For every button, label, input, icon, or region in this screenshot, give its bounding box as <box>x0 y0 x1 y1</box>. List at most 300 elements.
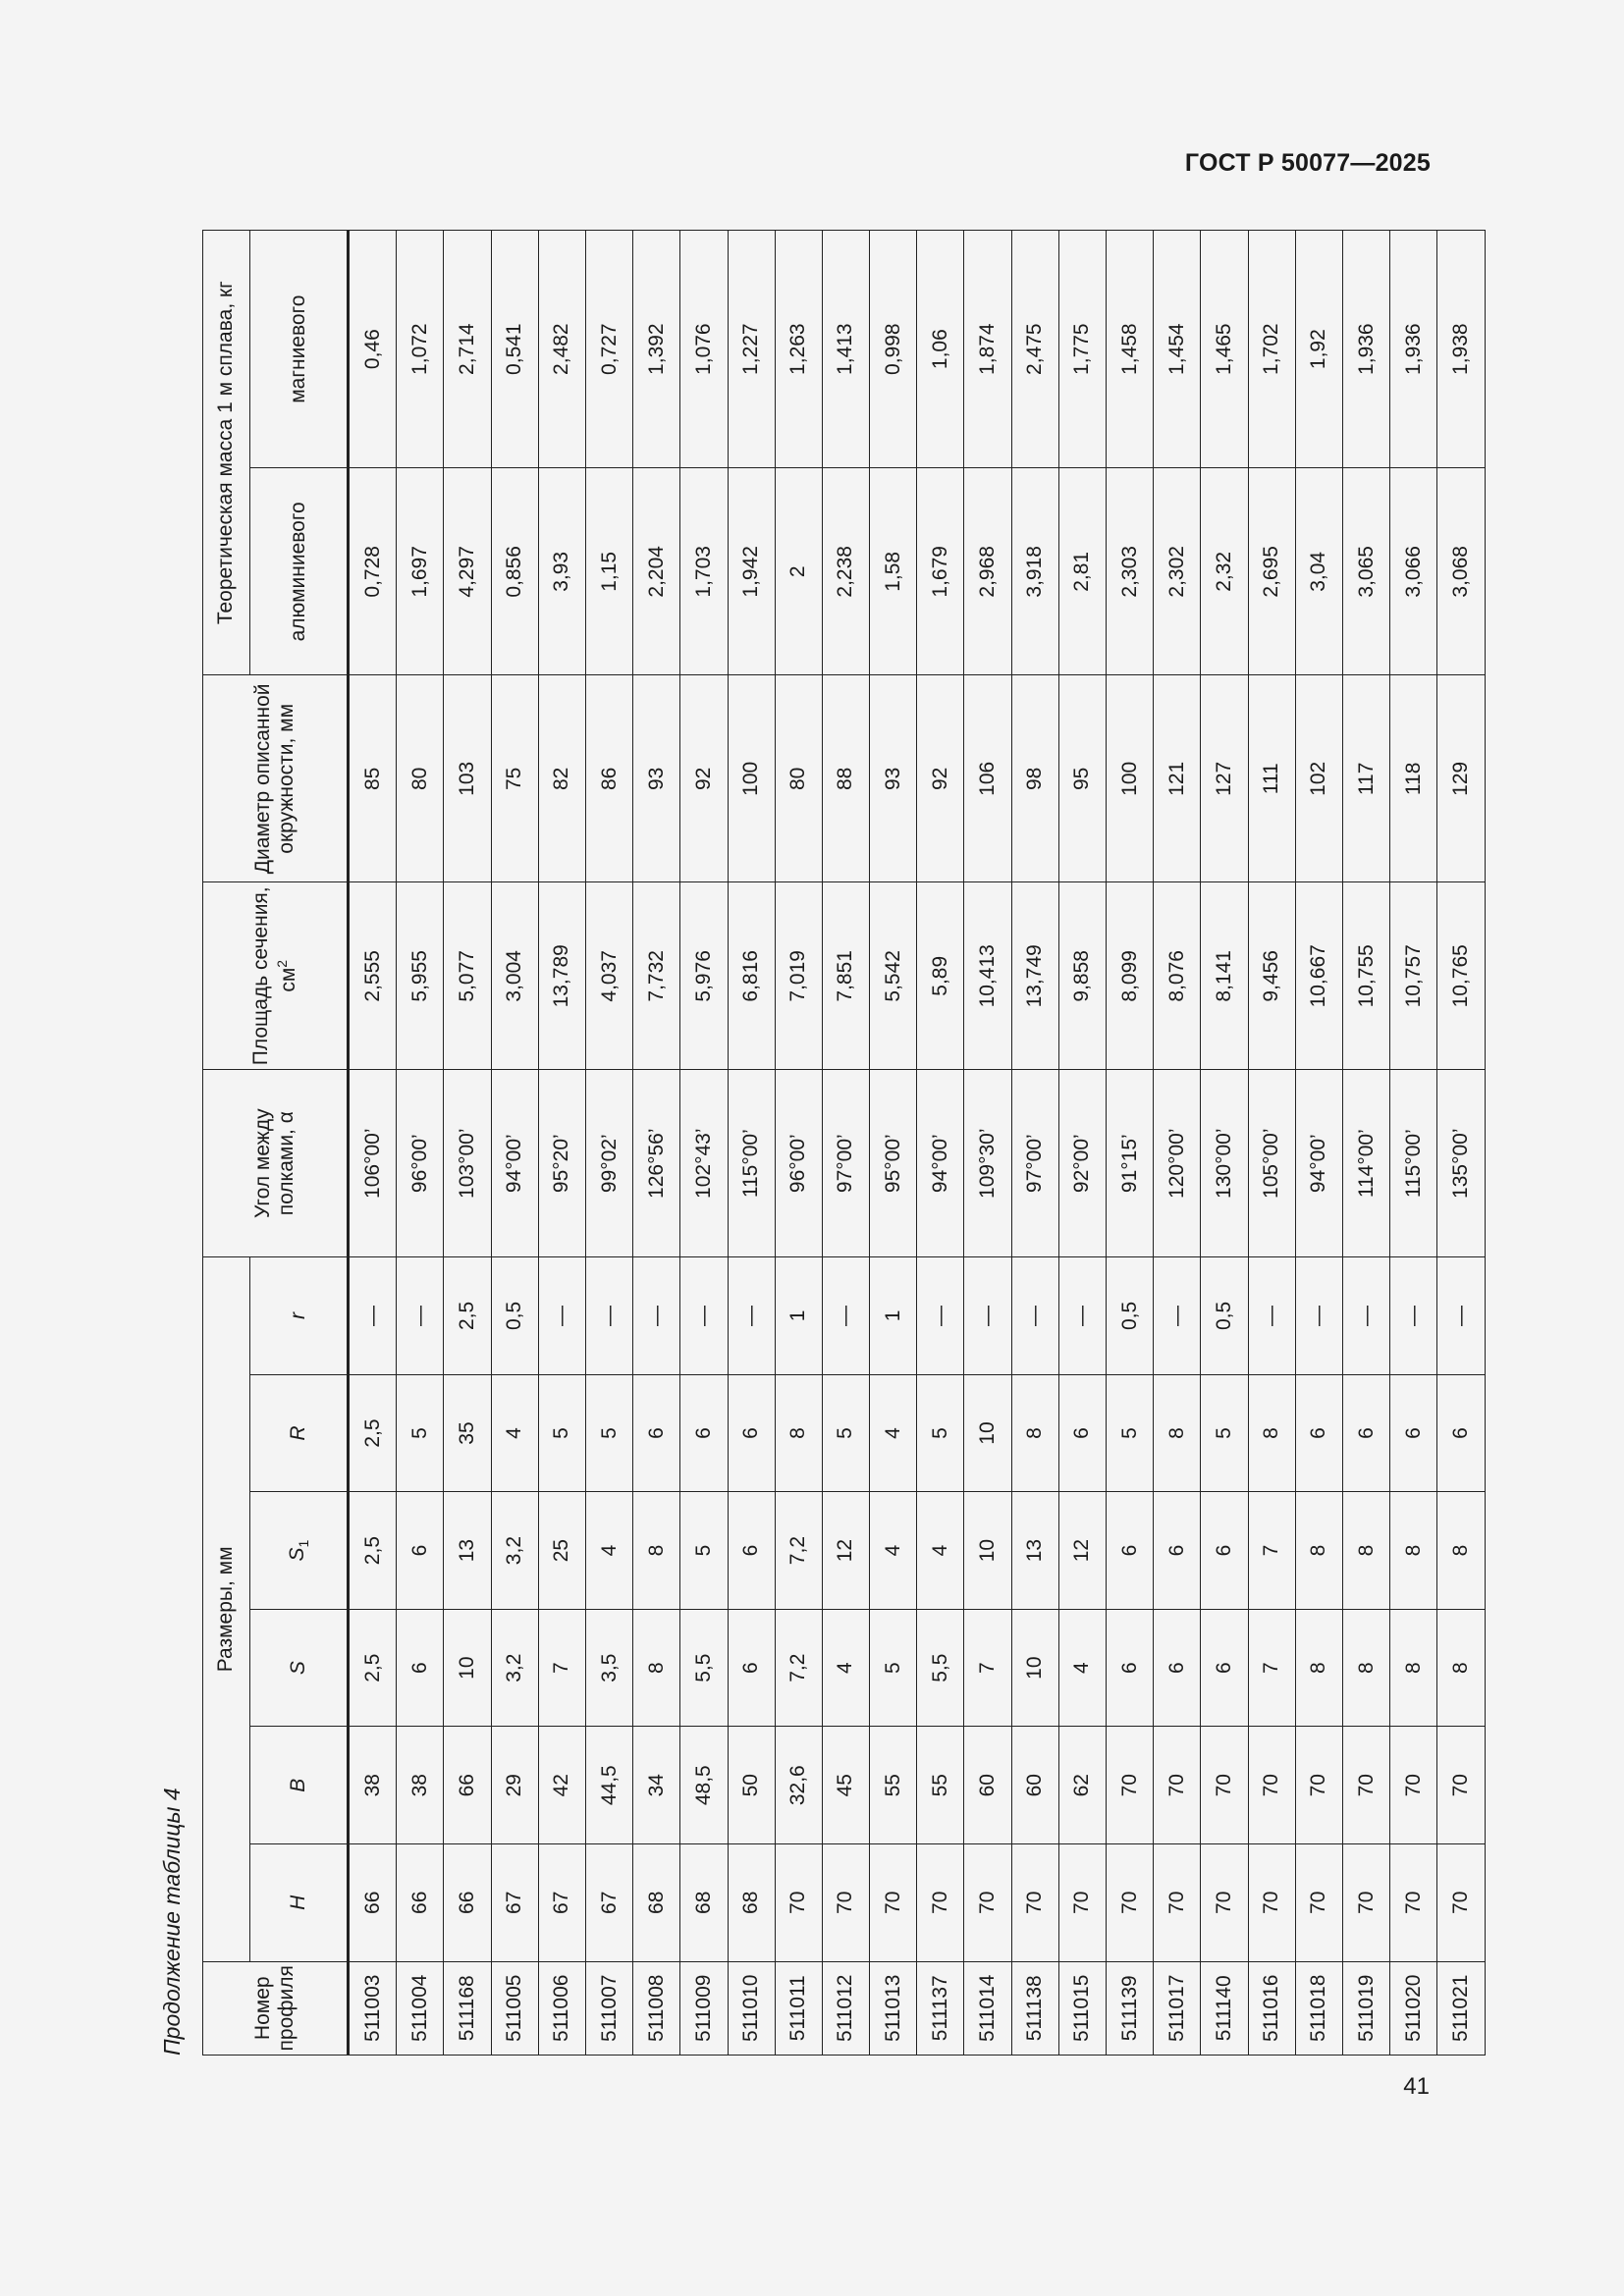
cell-S: 2,5 <box>349 1609 397 1727</box>
cell-aluminum: 2,81 <box>1058 468 1106 675</box>
cell-aluminum: 2,695 <box>1248 468 1295 675</box>
cell-r: 1 <box>775 1257 822 1375</box>
cell-H: 70 <box>1342 1843 1389 1961</box>
cell-H: 70 <box>1201 1843 1248 1961</box>
cell-profile: 511016 <box>1248 1961 1295 2055</box>
cell-H: 68 <box>728 1843 775 1961</box>
cell-profile: 511017 <box>1154 1961 1201 2055</box>
cell-B: 60 <box>964 1727 1011 1844</box>
cell-profile: 511010 <box>728 1961 775 2055</box>
cell-H: 66 <box>349 1843 397 1961</box>
cell-S1: 12 <box>1058 1492 1106 1610</box>
cell-diameter: 88 <box>822 675 869 882</box>
cell-B: 34 <box>633 1727 680 1844</box>
table-row <box>1107 231 1154 2056</box>
cell-angle: 94°00’ <box>917 1070 964 1257</box>
cell-S1: 8 <box>1295 1492 1342 1610</box>
cell-magnesium: 1,936 <box>1342 231 1389 468</box>
table-row <box>1437 231 1485 2056</box>
cell-S: 6 <box>397 1609 444 1727</box>
table-row <box>538 231 585 2056</box>
cell-angle: 126°56’ <box>633 1070 680 1257</box>
header-magnesium: магниевого <box>250 231 349 468</box>
cell-area: 10,765 <box>1437 882 1485 1070</box>
cell-aluminum: 2,302 <box>1154 468 1201 675</box>
cell-r: 0,5 <box>1201 1257 1248 1375</box>
profile-table-body <box>202 230 1486 2056</box>
cell-B: 62 <box>1058 1727 1106 1844</box>
cell-diameter: 85 <box>349 675 397 882</box>
cell-aluminum: 3,04 <box>1295 468 1342 675</box>
cell-B: 70 <box>1295 1727 1342 1844</box>
cell-area: 13,749 <box>1011 882 1058 1070</box>
header-angle-cell <box>203 1070 349 1257</box>
cell-profile: 511168 <box>444 1961 491 2055</box>
cell-area: 4,037 <box>585 882 632 1070</box>
cell-diameter: 95 <box>1058 675 1106 882</box>
cell-H: 68 <box>633 1843 680 1961</box>
cell-magnesium: 1,874 <box>964 231 1011 468</box>
cell-r: 1 <box>870 1257 917 1375</box>
cell-aluminum: 3,065 <box>1342 468 1389 675</box>
cell-R: 6 <box>633 1374 680 1492</box>
cell-R: 5 <box>917 1374 964 1492</box>
table-row <box>397 231 444 2056</box>
header-mass-label: Теоретическая масса 1 м сплава, кг <box>214 281 238 625</box>
cell-H: 70 <box>775 1843 822 1961</box>
cell-aluminum: 1,15 <box>585 468 632 675</box>
cell-S: 6 <box>728 1609 775 1727</box>
header-S1 <box>250 1492 349 1610</box>
cell-aluminum: 2,303 <box>1107 468 1154 675</box>
cell-r: — <box>1248 1257 1295 1375</box>
cell-R: 6 <box>1295 1374 1342 1492</box>
cell-R: 35 <box>444 1374 491 1492</box>
cell-area: 5,955 <box>397 882 444 1070</box>
cell-S1: 12 <box>822 1492 869 1610</box>
cell-aluminum: 1,679 <box>917 468 964 675</box>
cell-r: — <box>538 1257 585 1375</box>
cell-magnesium: 1,775 <box>1058 231 1106 468</box>
cell-diameter: 111 <box>1248 675 1295 882</box>
cell-aluminum: 3,93 <box>538 468 585 675</box>
cell-R: 8 <box>1248 1374 1295 1492</box>
cell-r: — <box>1342 1257 1389 1375</box>
cell-S1: 6 <box>397 1492 444 1610</box>
cell-angle: 106°00’ <box>349 1070 397 1257</box>
cell-magnesium: 2,475 <box>1011 231 1058 468</box>
cell-angle: 135°00’ <box>1437 1070 1485 1257</box>
cell-S1: 6 <box>728 1492 775 1610</box>
cell-r: — <box>728 1257 775 1375</box>
cell-S: 4 <box>822 1609 869 1727</box>
cell-area: 5,976 <box>680 882 728 1070</box>
cell-r: — <box>397 1257 444 1375</box>
cell-B: 70 <box>1437 1727 1485 1844</box>
cell-S: 3,5 <box>585 1609 632 1727</box>
cell-magnesium: 1,454 <box>1154 231 1201 468</box>
cell-magnesium: 1,938 <box>1437 231 1485 468</box>
cell-magnesium: 0,541 <box>491 231 538 468</box>
cell-H: 67 <box>585 1843 632 1961</box>
cell-aluminum: 1,697 <box>397 468 444 675</box>
cell-aluminum: 2,204 <box>633 468 680 675</box>
cell-angle: 97°00’ <box>1011 1070 1058 1257</box>
cell-S: 6 <box>1154 1609 1201 1727</box>
cell-aluminum: 0,728 <box>349 468 397 675</box>
cell-area: 3,004 <box>491 882 538 1070</box>
cell-R: 4 <box>870 1374 917 1492</box>
cell-magnesium: 1,92 <box>1295 231 1342 468</box>
cell-H: 67 <box>538 1843 585 1961</box>
cell-r: 2,5 <box>444 1257 491 1375</box>
header-H: H <box>250 1843 349 1961</box>
cell-H: 68 <box>680 1843 728 1961</box>
cell-S1: 13 <box>1011 1492 1058 1610</box>
cell-R: 5 <box>397 1374 444 1492</box>
cell-B: 70 <box>1248 1727 1295 1844</box>
cell-R: 5 <box>538 1374 585 1492</box>
cell-R: 6 <box>1058 1374 1106 1492</box>
cell-S: 8 <box>1342 1609 1389 1727</box>
cell-aluminum: 1,942 <box>728 468 775 675</box>
cell-profile: 511018 <box>1295 1961 1342 2055</box>
cell-profile: 511020 <box>1390 1961 1437 2055</box>
cell-H: 67 <box>491 1843 538 1961</box>
cell-r: — <box>680 1257 728 1375</box>
header-area-label: Площадь сечения, см <box>249 886 299 1066</box>
cell-S1: 4 <box>585 1492 632 1610</box>
header-diameter-label: Диаметр описанной окружности, мм <box>250 683 298 875</box>
cell-r: — <box>1011 1257 1058 1375</box>
cell-B: 50 <box>728 1727 775 1844</box>
cell-aluminum: 1,703 <box>680 468 728 675</box>
cell-profile: 511008 <box>633 1961 680 2055</box>
cell-r: 0,5 <box>1107 1257 1154 1375</box>
cell-S1: 3,2 <box>491 1492 538 1610</box>
cell-S: 8 <box>1390 1609 1437 1727</box>
cell-S1: 8 <box>1437 1492 1485 1610</box>
cell-aluminum: 2,968 <box>964 468 1011 675</box>
table-row <box>728 231 775 2056</box>
cell-r: — <box>349 1257 397 1375</box>
cell-R: 4 <box>491 1374 538 1492</box>
cell-magnesium: 1,392 <box>633 231 680 468</box>
cell-S1: 13 <box>444 1492 491 1610</box>
cell-angle: 102°43’ <box>680 1070 728 1257</box>
cell-diameter: 80 <box>397 675 444 882</box>
header-S1-base: S <box>285 1547 308 1562</box>
cell-r: — <box>633 1257 680 1375</box>
table-row <box>917 231 964 2056</box>
cell-angle: 97°00’ <box>822 1070 869 1257</box>
cell-diameter: 106 <box>964 675 1011 882</box>
cell-B: 70 <box>1201 1727 1248 1844</box>
cell-area: 10,757 <box>1390 882 1437 1070</box>
cell-area: 13,789 <box>538 882 585 1070</box>
cell-S1: 6 <box>1154 1492 1201 1610</box>
cell-R: 6 <box>1342 1374 1389 1492</box>
cell-H: 70 <box>1437 1843 1485 1961</box>
cell-S: 4 <box>1058 1609 1106 1727</box>
header-area-cell <box>203 882 349 1070</box>
cell-S: 7 <box>1248 1609 1295 1727</box>
cell-aluminum: 3,918 <box>1011 468 1058 675</box>
cell-angle: 96°00’ <box>397 1070 444 1257</box>
cell-area: 9,858 <box>1058 882 1106 1070</box>
cell-S: 6 <box>1107 1609 1154 1727</box>
table-row <box>822 231 869 2056</box>
cell-R: 5 <box>585 1374 632 1492</box>
cell-R: 8 <box>1154 1374 1201 1492</box>
header-R: R <box>250 1374 349 1492</box>
header-profile-cell <box>203 1961 349 2055</box>
cell-area: 8,141 <box>1201 882 1248 1070</box>
table-row <box>349 231 397 2056</box>
cell-R: 8 <box>775 1374 822 1492</box>
cell-S1: 6 <box>1201 1492 1248 1610</box>
cell-R: 6 <box>1437 1374 1485 1492</box>
cell-angle: 92°00’ <box>1058 1070 1106 1257</box>
cell-diameter: 117 <box>1342 675 1389 882</box>
cell-H: 70 <box>1011 1843 1058 1961</box>
cell-angle: 99°02’ <box>585 1070 632 1257</box>
cell-S1: 6 <box>1107 1492 1154 1610</box>
cell-profile: 511015 <box>1058 1961 1106 2055</box>
cell-H: 70 <box>822 1843 869 1961</box>
cell-diameter: 93 <box>870 675 917 882</box>
cell-B: 66 <box>444 1727 491 1844</box>
cell-angle: 103°00’ <box>444 1070 491 1257</box>
header-diameter-cell <box>203 675 349 882</box>
header-S1-sub: 1 <box>296 1539 312 1548</box>
cell-magnesium: 1,076 <box>680 231 728 468</box>
cell-magnesium: 1,702 <box>1248 231 1295 468</box>
table-row <box>680 231 728 2056</box>
cell-B: 48,5 <box>680 1727 728 1844</box>
cell-profile: 511013 <box>870 1961 917 2055</box>
cell-H: 70 <box>1248 1843 1295 1961</box>
cell-H: 70 <box>1058 1843 1106 1961</box>
cell-r: — <box>822 1257 869 1375</box>
cell-S: 5,5 <box>680 1609 728 1727</box>
cell-R: 2,5 <box>349 1374 397 1492</box>
cell-B: 38 <box>397 1727 444 1844</box>
cell-S1: 7 <box>1248 1492 1295 1610</box>
cell-magnesium: 1,072 <box>397 231 444 468</box>
cell-S1: 10 <box>964 1492 1011 1610</box>
cell-r: — <box>585 1257 632 1375</box>
cell-angle: 109°30’ <box>964 1070 1011 1257</box>
cell-area: 9,456 <box>1248 882 1295 1070</box>
cell-S: 5,5 <box>917 1609 964 1727</box>
cell-B: 55 <box>870 1727 917 1844</box>
cell-magnesium: 1,413 <box>822 231 869 468</box>
cell-diameter: 92 <box>680 675 728 882</box>
table-row <box>1248 231 1295 2056</box>
cell-B: 70 <box>1154 1727 1201 1844</box>
cell-S: 8 <box>633 1609 680 1727</box>
cell-diameter: 103 <box>444 675 491 882</box>
page-number: 41 <box>1403 2073 1430 2100</box>
cell-S: 8 <box>1437 1609 1485 1727</box>
cell-R: 5 <box>822 1374 869 1492</box>
cell-diameter: 75 <box>491 675 538 882</box>
cell-area: 5,542 <box>870 882 917 1070</box>
cell-aluminum: 2 <box>775 468 822 675</box>
cell-S: 10 <box>444 1609 491 1727</box>
cell-B: 42 <box>538 1727 585 1844</box>
cell-magnesium: 2,714 <box>444 231 491 468</box>
cell-H: 70 <box>964 1843 1011 1961</box>
cell-magnesium: 1,06 <box>917 231 964 468</box>
cell-angle: 95°00’ <box>870 1070 917 1257</box>
cell-profile: 511006 <box>538 1961 585 2055</box>
cell-profile: 511021 <box>1437 1961 1485 2055</box>
cell-diameter: 127 <box>1201 675 1248 882</box>
cell-area: 7,732 <box>633 882 680 1070</box>
cell-B: 44,5 <box>585 1727 632 1844</box>
cell-angle: 120°00’ <box>1154 1070 1201 1257</box>
cell-B: 38 <box>349 1727 397 1844</box>
rotated-table-container <box>155 230 1472 2056</box>
header-aluminum: алюминиевого <box>250 468 349 675</box>
header-area-superscript: 2 <box>273 959 290 968</box>
cell-profile: 511139 <box>1107 1961 1154 2055</box>
header-dimensions-text: Размеры, мм <box>214 1546 238 1673</box>
table-row <box>1342 231 1389 2056</box>
cell-B: 55 <box>917 1727 964 1844</box>
cell-profile: 511138 <box>1011 1961 1058 2055</box>
cell-S1: 25 <box>538 1492 585 1610</box>
cell-area: 10,667 <box>1295 882 1342 1070</box>
table-row <box>870 231 917 2056</box>
cell-aluminum: 2,238 <box>822 468 869 675</box>
cell-profile: 511011 <box>775 1961 822 2055</box>
cell-S: 7 <box>538 1609 585 1727</box>
cell-R: 6 <box>728 1374 775 1492</box>
cell-area: 7,851 <box>822 882 869 1070</box>
cell-R: 10 <box>964 1374 1011 1492</box>
cell-diameter: 93 <box>633 675 680 882</box>
cell-S1: 5 <box>680 1492 728 1610</box>
cell-r: 0,5 <box>491 1257 538 1375</box>
cell-area: 7,019 <box>775 882 822 1070</box>
table-row <box>1011 231 1058 2056</box>
cell-aluminum: 3,068 <box>1437 468 1485 675</box>
cell-aluminum: 4,297 <box>444 468 491 675</box>
cell-H: 70 <box>1154 1843 1201 1961</box>
cell-B: 32,6 <box>775 1727 822 1844</box>
cell-profile: 511007 <box>585 1961 632 2055</box>
cell-H: 70 <box>870 1843 917 1961</box>
cell-magnesium: 2,482 <box>538 231 585 468</box>
cell-area: 5,077 <box>444 882 491 1070</box>
cell-area: 5,89 <box>917 882 964 1070</box>
cell-S: 10 <box>1011 1609 1058 1727</box>
cell-profile: 511004 <box>397 1961 444 2055</box>
cell-diameter: 129 <box>1437 675 1485 882</box>
cell-angle: 105°00’ <box>1248 1070 1295 1257</box>
cell-diameter: 86 <box>585 675 632 882</box>
cell-area: 6,816 <box>728 882 775 1070</box>
cell-angle: 91°15’ <box>1107 1070 1154 1257</box>
table-row <box>491 231 538 2056</box>
cell-R: 5 <box>1201 1374 1248 1492</box>
table-row <box>633 231 680 2056</box>
cell-diameter: 100 <box>728 675 775 882</box>
header-S: S <box>250 1609 349 1727</box>
cell-magnesium: 1,227 <box>728 231 775 468</box>
header-r: r <box>250 1257 349 1375</box>
cell-profile: 511005 <box>491 1961 538 2055</box>
cell-angle: 115°00’ <box>728 1070 775 1257</box>
table-row <box>444 231 491 2056</box>
cell-H: 70 <box>917 1843 964 1961</box>
cell-r: — <box>1437 1257 1485 1375</box>
cell-profile: 511003 <box>349 1961 397 2055</box>
cell-angle: 115°00’ <box>1390 1070 1437 1257</box>
header-dimensions-cell <box>203 1257 250 1961</box>
cell-H: 70 <box>1295 1843 1342 1961</box>
cell-S1: 7,2 <box>775 1492 822 1610</box>
cell-r: — <box>917 1257 964 1375</box>
table-row <box>1295 231 1342 2056</box>
cell-r: — <box>964 1257 1011 1375</box>
cell-B: 60 <box>1011 1727 1058 1844</box>
cell-profile: 511137 <box>917 1961 964 2055</box>
cell-angle: 130°00’ <box>1201 1070 1248 1257</box>
cell-diameter: 82 <box>538 675 585 882</box>
cell-B: 70 <box>1107 1727 1154 1844</box>
table-row <box>1058 231 1106 2056</box>
cell-diameter: 80 <box>775 675 822 882</box>
cell-magnesium: 1,465 <box>1201 231 1248 468</box>
header-profile-text: Номер профиля <box>250 1965 298 2052</box>
cell-diameter: 118 <box>1390 675 1437 882</box>
cell-H: 70 <box>1390 1843 1437 1961</box>
cell-S: 8 <box>1295 1609 1342 1727</box>
document-header: ГОСТ Р 50077—2025 <box>1184 149 1431 177</box>
cell-magnesium: 1,458 <box>1107 231 1154 468</box>
cell-magnesium: 0,727 <box>585 231 632 468</box>
cell-R: 5 <box>1107 1374 1154 1492</box>
cell-r: — <box>1058 1257 1106 1375</box>
cell-profile: 511009 <box>680 1961 728 2055</box>
cell-magnesium: 1,936 <box>1390 231 1437 468</box>
cell-S: 7,2 <box>775 1609 822 1727</box>
table-row <box>1201 231 1248 2056</box>
cell-B: 70 <box>1390 1727 1437 1844</box>
cell-profile: 511140 <box>1201 1961 1248 2055</box>
cell-B: 70 <box>1342 1727 1389 1844</box>
cell-S: 7 <box>964 1609 1011 1727</box>
header-B: B <box>250 1727 349 1844</box>
cell-profile: 511012 <box>822 1961 869 2055</box>
cell-magnesium: 0,998 <box>870 231 917 468</box>
cell-profile: 511014 <box>964 1961 1011 2055</box>
cell-diameter: 98 <box>1011 675 1058 882</box>
cell-magnesium: 1,263 <box>775 231 822 468</box>
table-row <box>1390 231 1437 2056</box>
cell-area: 10,413 <box>964 882 1011 1070</box>
cell-magnesium: 0,46 <box>349 231 397 468</box>
cell-aluminum: 0,856 <box>491 468 538 675</box>
cell-r: — <box>1390 1257 1437 1375</box>
cell-angle: 94°00’ <box>491 1070 538 1257</box>
cell-aluminum: 1,58 <box>870 468 917 675</box>
cell-angle: 96°00’ <box>775 1070 822 1257</box>
